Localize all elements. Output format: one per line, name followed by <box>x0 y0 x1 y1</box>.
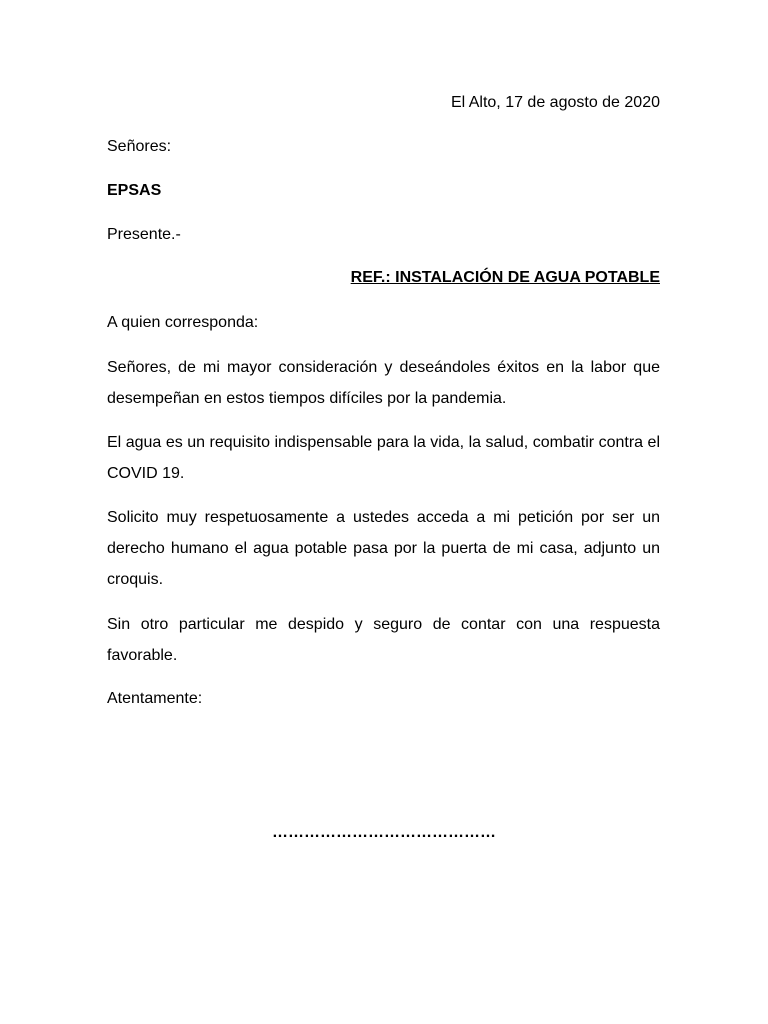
closing: Atentamente: <box>107 690 203 707</box>
reference-line <box>107 268 660 288</box>
reference-text: REF.: INSTALACIÓN DE AGUA POTABLE <box>350 269 660 286</box>
place-date: El Alto, 17 de agosto de 2020 <box>450 94 660 111</box>
greeting: A quien corresponda: <box>107 314 259 331</box>
signature-line: …………………………………… <box>272 824 496 841</box>
body-paragraph-4: Sin otro particular me despido y seguro de contar con una respuesta favorable. <box>107 616 660 664</box>
presente-line: Presente.- <box>107 226 181 243</box>
body-paragraph-2: El agua es un requisito indispensable para la vida, la salud, combatir contra el COVID 19. <box>107 434 660 482</box>
salutation: Señores: <box>107 138 172 155</box>
body-paragraph-3: Solicito muy respetuosamente a ustedes acceda a mi petición por ser un derecho humano el agua potable pasa por la puerta de mi casa, adjunto un croquis. <box>107 509 660 588</box>
recipient-name: EPSAS <box>107 182 162 199</box>
body-paragraph-1: Señores, de mi mayor consideración y deseándoles éxitos en la labor que desempeñan en estos tiempos difíciles por la pandemia. <box>107 359 660 407</box>
